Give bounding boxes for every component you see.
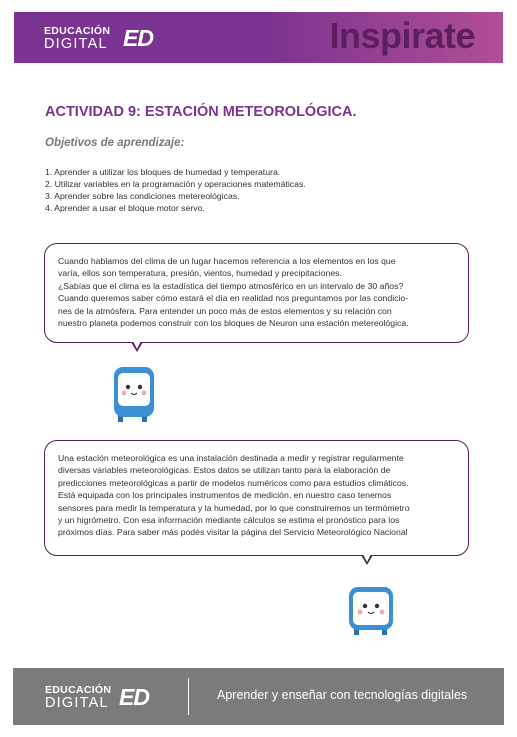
bubble-text	[58, 452, 458, 539]
objective-item: 1. Aprender a utilizar los bloques de humedad y temperatura.	[45, 167, 281, 177]
bubble-line: predicciones meteorológicas a partir de modelos numéricos como para estudios climáticos.	[58, 477, 409, 488]
objective-item: 2. Utilizar variables en la programación y operaciones matemáticas.	[45, 179, 306, 189]
bubble-text	[58, 255, 458, 329]
bubble-line: sensores para medir la temperatura y la humedad, por lo que construiremos un termómetro	[58, 502, 410, 513]
objectives-heading: Objetivos de aprendizaje:	[45, 137, 185, 149]
brand-word: Inspirate	[329, 15, 475, 56]
logo-ed-mark: ED	[119, 684, 149, 710]
bubble-line: Cuando hablamos del clima de un lugar hacemos referencia a los elementos en los que	[58, 256, 396, 266]
objectives-list	[45, 166, 306, 214]
bubble-line: varía, ellos son temperatura, presión, vientos, humedad y precipitaciones.	[58, 268, 342, 279]
footer-banner	[13, 668, 504, 725]
bubble-line: Está equipada con los principales instrumentos de medición, en nuestro caso tenemos	[58, 490, 392, 501]
footer-tagline: Aprender y enseñar con tecnologías digitales	[217, 688, 468, 702]
bubble-line: Cuando queremos saber cómo estará el día en realidad nos preguntamos por las condicio-	[58, 293, 409, 304]
bubble-line: Una estación meteorológica es una instalación destinada a medir y registrar regularmente	[58, 453, 404, 463]
speech-bubble-station	[44, 440, 469, 556]
neuron-robot-icon	[346, 584, 396, 636]
bubble-line: nes de la atmósfera. Para entender un poco más de estos elementos y su relación con	[58, 305, 392, 316]
bubble-line: nuestro planeta podemos construir con los bloques de Neuron una estación metereológica.	[58, 318, 409, 329]
bubble-tail-fill	[363, 554, 371, 562]
logo-top-text: EDUCACIÓN	[44, 25, 111, 37]
speech-bubble-climate	[44, 243, 469, 343]
objective-item: 3. Aprender sobre las condiciones metereológicas.	[45, 191, 240, 201]
objective-item: 4. Aprender a usar el bloque motor servo.	[45, 203, 205, 213]
logo-bottom-text: DIGITAL	[45, 695, 109, 711]
footer-divider	[188, 678, 189, 715]
logo-top-text: EDUCACIÓN	[45, 684, 112, 696]
bubble-line: y un higrómetro. Con esa información mediante cálculos se estima el pronóstico para los	[58, 515, 400, 526]
bubble-line: ¿Sabías que el clima es la estadística del tiempo atmosférico en un intervalo de 30 años?	[58, 280, 404, 291]
bubble-tail-fill	[133, 341, 141, 349]
logo-bottom-text: DIGITAL	[44, 36, 108, 52]
bubble-line: diversas variables meteorológicas. Estos datos se utilizan tanto para la elaboración de	[58, 465, 391, 476]
activity-title: ACTIVIDAD 9: ESTACIÓN METEOROLÓGICA.	[45, 104, 357, 120]
header-banner	[14, 12, 503, 63]
neuron-robot-icon	[110, 364, 158, 424]
bubble-line: próximos días. Para saber más podés visitar la página del Servicio Meteorológico Nacional	[58, 527, 408, 538]
logo-ed-mark: ED	[123, 25, 153, 51]
